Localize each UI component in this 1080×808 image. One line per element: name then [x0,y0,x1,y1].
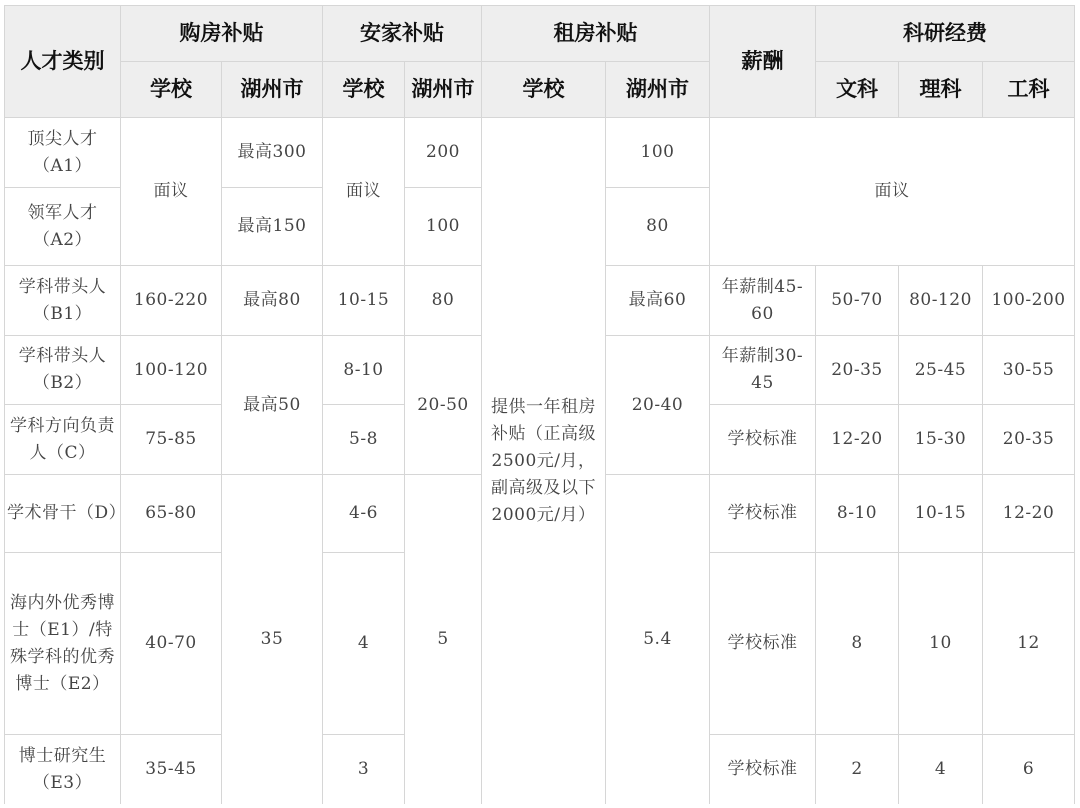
row-category: 顶尖人才（A1） [5,118,121,188]
header-housing: 购房补贴 [121,6,323,62]
renting-city-cell: 20-40 [606,336,710,475]
settling-city-cell: 200 [405,118,482,188]
housing-city-cell: 最高50 [222,336,323,475]
renting-city-cell: 100 [606,118,710,188]
talent-subsidy-table [4,5,1075,805]
table-row [5,118,1075,188]
housing-city-cell: 最高150 [222,188,323,266]
renting-city-cell: 5.4 [606,475,710,805]
research-liberal-cell: 50-70 [816,266,899,336]
research-engineering-cell: 30-55 [983,336,1075,405]
housing-school-cell: 160-220 [121,266,222,336]
housing-school-cell: 40-70 [121,553,222,735]
header-renting-school: 学校 [482,62,606,118]
header-category: 人才类别 [5,6,121,118]
renting-city-cell: 最高60 [606,266,710,336]
housing-city-cell: 最高80 [222,266,323,336]
salary-cell: 学校标准 [710,553,816,735]
settling-city-cell: 5 [405,475,482,805]
research-science-cell: 10 [899,553,983,735]
housing-school-cell: 35-45 [121,735,222,805]
research-liberal-cell: 12-20 [816,405,899,475]
housing-school-cell: 75-85 [121,405,222,475]
header-renting-city: 湖州市 [606,62,710,118]
housing-school-cell: 100-120 [121,336,222,405]
housing-school-negotiable: 面议 [121,118,222,266]
header-settling-city: 湖州市 [405,62,482,118]
research-liberal-cell: 20-35 [816,336,899,405]
research-engineering-cell: 12 [983,553,1075,735]
research-engineering-cell: 12-20 [983,475,1075,553]
settling-city-cell: 20-50 [405,336,482,475]
research-science-cell: 4 [899,735,983,805]
research-engineering-cell: 20-35 [983,405,1075,475]
research-science-cell: 15-30 [899,405,983,475]
salary-cell: 学校标准 [710,735,816,805]
salary-cell: 学校标准 [710,405,816,475]
renting-school-note: 提供一年租房补贴（正高级2500元/月，副高级及以下2000元/月） [482,118,606,805]
header-research: 科研经费 [816,6,1075,62]
research-science-cell: 10-15 [899,475,983,553]
header-research-engineering: 工科 [983,62,1075,118]
renting-city-cell: 80 [606,188,710,266]
header-research-science: 理科 [899,62,983,118]
row-category: 学科带头人（B2） [5,336,121,405]
salary-cell: 年薪制30-45 [710,336,816,405]
housing-city-cell: 最高300 [222,118,323,188]
research-liberal-cell: 8 [816,553,899,735]
header-renting: 租房补贴 [482,6,710,62]
salary-cell: 学校标准 [710,475,816,553]
row-category: 领军人才（A2） [5,188,121,266]
settling-school-cell: 5-8 [323,405,405,475]
housing-city-cell: 35 [222,475,323,805]
settling-school-cell: 4-6 [323,475,405,553]
settling-school-cell: 3 [323,735,405,805]
settling-school-cell: 10-15 [323,266,405,336]
settling-school-cell: 8-10 [323,336,405,405]
research-engineering-cell: 100-200 [983,266,1075,336]
research-science-cell: 25-45 [899,336,983,405]
header-housing-city: 湖州市 [222,62,323,118]
row-category: 海内外优秀博士（E1）/特殊学科的优秀博士（E2） [5,553,121,735]
page-bottom-margin [0,804,1080,808]
header-settling-school: 学校 [323,62,405,118]
settling-school-cell: 4 [323,553,405,735]
salary-cell: 年薪制45-60 [710,266,816,336]
research-engineering-cell: 6 [983,735,1075,805]
row-category: 学科带头人（B1） [5,266,121,336]
header-housing-school: 学校 [121,62,222,118]
research-liberal-cell: 8-10 [816,475,899,553]
salary-research-negotiable: 面议 [710,118,1075,266]
settling-city-cell: 80 [405,266,482,336]
header-research-liberal: 文科 [816,62,899,118]
research-science-cell: 80-120 [899,266,983,336]
row-category: 学科方向负责人（C） [5,405,121,475]
header-settling: 安家补贴 [323,6,482,62]
row-category: 学术骨干（D） [5,475,121,553]
settling-city-cell: 100 [405,188,482,266]
row-category: 博士研究生（E3） [5,735,121,805]
research-liberal-cell: 2 [816,735,899,805]
housing-school-cell: 65-80 [121,475,222,553]
header-salary: 薪酬 [710,6,816,118]
settling-school-negotiable: 面议 [323,118,405,266]
